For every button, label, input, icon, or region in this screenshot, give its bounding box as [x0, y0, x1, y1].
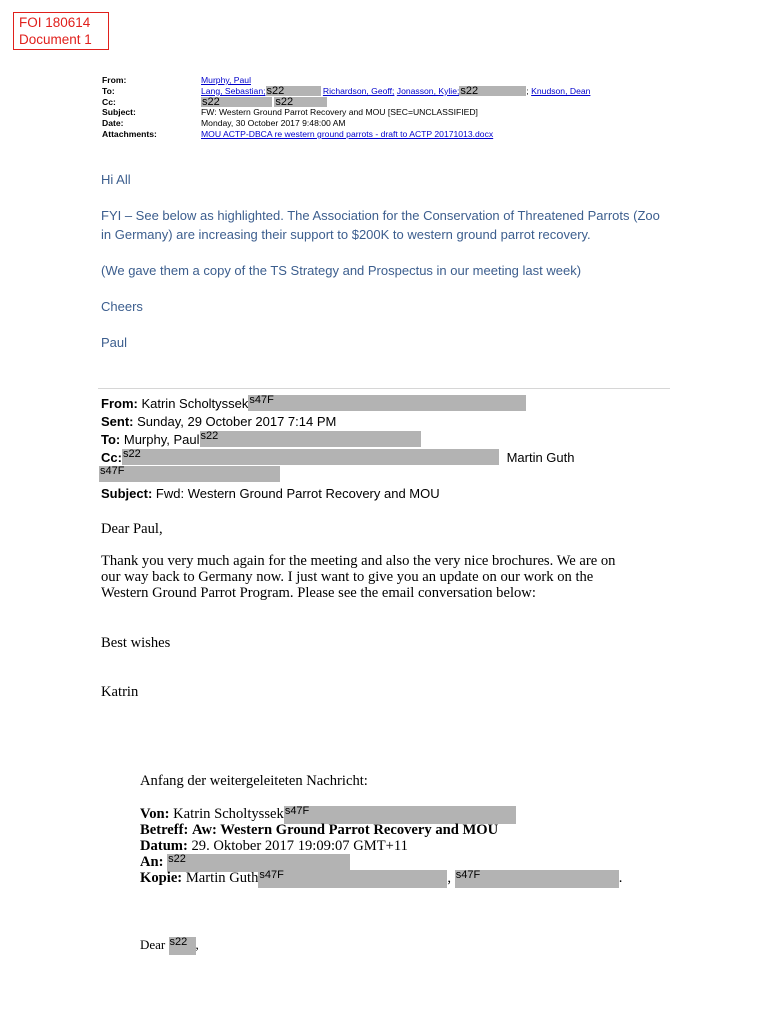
redaction-box: s22	[459, 86, 526, 96]
cc-label: Cc:	[102, 96, 116, 107]
redaction-box: s22	[200, 431, 421, 447]
letter-line: Thank you very much again for the meeting and also the very nice brochures. We are on	[101, 553, 616, 569]
letter-salutation: Dear Paul,	[101, 521, 163, 537]
redaction-box: s22	[274, 97, 327, 107]
letter-line: Western Ground Parrot Program. Please see the email conversation below:	[101, 585, 536, 602]
comma: ,	[195, 937, 199, 952]
attachment-link[interactable]: MOU ACTP-DBCA re western ground parrots - draft to ACTP 20171013.docx	[201, 128, 494, 139]
fwd-to-label: To:	[101, 432, 121, 447]
recipient-link[interactable]: Richardson, Geoff;	[322, 85, 395, 96]
von-name: Katrin Scholtyssek	[173, 806, 284, 822]
redaction-box: s22	[122, 449, 499, 465]
fwd-subject-text: Fwd: Western Ground Parrot Recovery and MOU	[155, 486, 440, 501]
fwd-cc-row-2	[99, 466, 280, 483]
an-label: An:	[140, 854, 164, 870]
betreff-row	[140, 822, 498, 838]
fwd-cc-label: Cc:	[101, 450, 122, 465]
kopie-row	[140, 870, 622, 888]
recipient-link[interactable]: Jonasson, Kylie;	[396, 85, 460, 96]
to-label: To:	[102, 85, 115, 96]
redaction-box: s47F	[248, 395, 526, 411]
recipient-link[interactable]: Knudson, Dean	[531, 85, 591, 96]
separator: ;	[526, 85, 529, 96]
letter-line: our way back to Germany now. I just want to give you an update on our work on the	[101, 569, 594, 586]
betreff-text: Aw: Western Ground Parrot Recovery and MOU	[192, 822, 499, 838]
divider	[98, 388, 670, 389]
fwd-sent-label: Sent:	[101, 414, 134, 429]
subject-label: Subject:	[102, 107, 136, 118]
fwd-from-name: Katrin Scholtyssek	[141, 396, 249, 411]
redaction-box: s47F	[258, 870, 447, 888]
date-text: Monday, 30 October 2017 9:48:00 AM	[201, 118, 346, 129]
period: .	[618, 870, 623, 886]
fwd-from-label: From:	[101, 396, 138, 411]
recipient-link[interactable]: Lang, Sebastian;	[201, 85, 266, 96]
fwd-subject-label: Subject:	[101, 486, 153, 501]
document-number: Document 1	[19, 32, 92, 47]
from-link[interactable]: Murphy, Paul	[201, 75, 251, 85]
dear-row	[140, 937, 199, 955]
fwd-to-row	[101, 431, 421, 448]
kopie-name: Martin Guth	[185, 870, 259, 886]
datum-row	[140, 838, 408, 854]
subject-text: FW: Western Ground Parrot Recovery and MOU [SEC=UNCLASSIFIED]	[201, 107, 478, 118]
reply-greeting: Hi All	[101, 172, 131, 187]
fwd-cc-name: Martin Guth	[506, 450, 575, 465]
reply-line: in Germany) are increasing their support to $200K to western ground parrot recovery.	[101, 227, 591, 242]
letter-closing: Best wishes	[101, 635, 171, 651]
from-label: From:	[102, 75, 127, 85]
redaction-box: s22	[201, 97, 272, 107]
fwd-sent-text: Sunday, 29 October 2017 7:14 PM	[137, 414, 337, 429]
forward-intro: Anfang der weitergeleiteten Nachricht:	[140, 773, 368, 789]
fwd-from-row	[101, 395, 526, 412]
letter-signature: Katrin	[101, 684, 139, 700]
letter-body	[101, 553, 615, 602]
redaction-box: s47F	[455, 870, 619, 888]
fwd-cc-row	[101, 449, 575, 466]
datum-label: Datum:	[140, 838, 188, 854]
redaction-box: s22	[169, 937, 196, 955]
redaction-box: s47F	[99, 466, 280, 482]
reply-line: FYI – See below as highlighted. The Association for the Conservation of Threatened Parrots (Zoo	[101, 208, 660, 223]
kopie-label: Kopie:	[140, 870, 183, 886]
datum-text: 29. Oktober 2017 19:09:07 GMT+11	[191, 838, 408, 854]
reply-signoff: Cheers	[101, 299, 143, 314]
reply-name: Paul	[101, 335, 128, 350]
von-label: Von:	[140, 806, 170, 822]
dear-text: Dear	[140, 937, 166, 952]
foi-stamp	[13, 12, 109, 50]
fwd-sent-row	[101, 413, 336, 430]
separator: ,	[447, 870, 452, 886]
fwd-subject-row	[101, 485, 440, 502]
redaction-box: s47F	[284, 806, 516, 824]
reply-note: (We gave them a copy of the TS Strategy and Prospectus in our meeting last week)	[101, 263, 582, 278]
date-label: Date:	[102, 118, 124, 129]
foi-number: FOI 180614	[19, 15, 91, 30]
fwd-to-name: Murphy, Paul	[123, 432, 200, 447]
attachments-label: Attachments:	[102, 128, 157, 139]
redaction-box: s22	[266, 86, 321, 96]
betreff-label: Betreff:	[140, 822, 189, 838]
reply-paragraph	[101, 206, 660, 244]
redaction-box: s22	[167, 854, 350, 872]
